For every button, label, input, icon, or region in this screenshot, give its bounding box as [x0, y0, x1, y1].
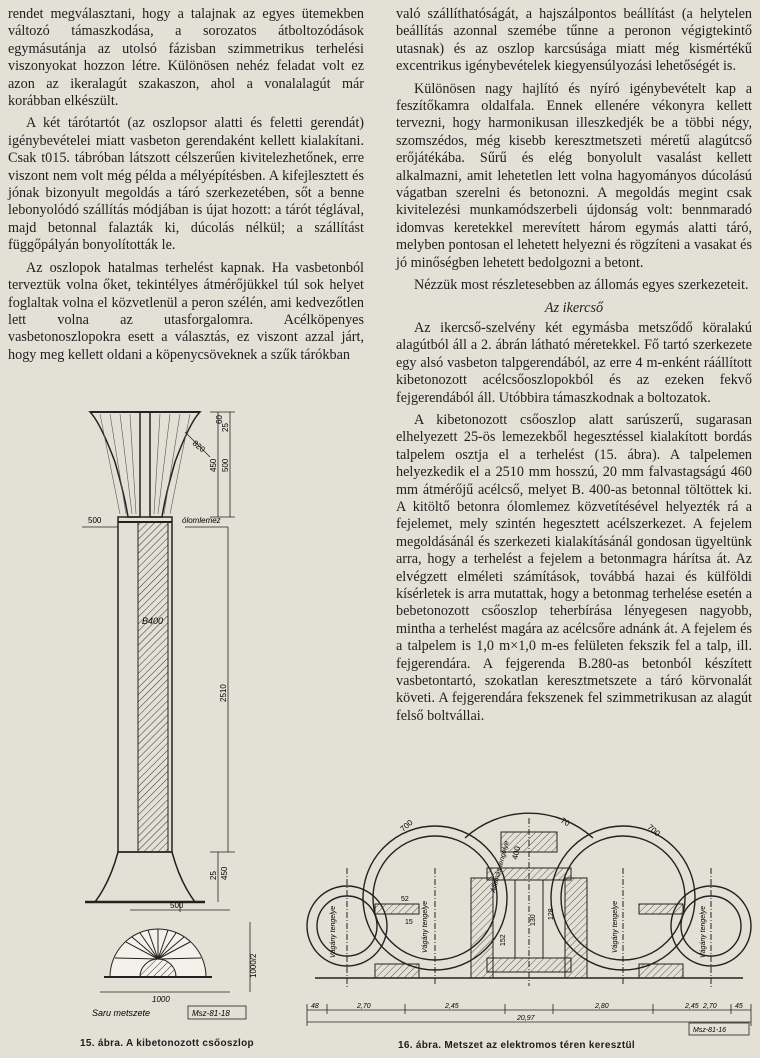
- column-head-left: [90, 412, 140, 517]
- dim-top-a: 60: [215, 415, 224, 424]
- paragraph: A kibetonozott csőoszlop alatt sarúszerű, sugarasan elhelyezett 25-ös lemezekből hegesztéssel kialakított bordás talpelem osztja el a terhelést (15. ábra). A talpelemen helyezkedik el a 2510 mm hosszú, 20 mm falvastagságú 460 mm átmérőjű acélcső, melyet B. 400-as betonnal töltöttek ki. A kitöltő betonra ólomlemez közvetítésével helyezték rá a fejelemet, mely szintén hegesztett acélszerkezet. A fejelem megoldásánál és szerkezeti kialakításánál gondosan ügyeltünk arra, hogy a terhelést a fejelem a betonmagra hárítsa át. Az elvégzett elméleti számítások, továbbá hazai és külföldi kísérletek is arra mutattak, hogy a betonmag terhelése esetén a bebetonozott csőoszlop teherbírása lényegesen nagyobb, mintha a terhelést magára az acélcsőre adnánk át. A fejelem és a talpelem is 1,0 m×1,0 m-es felületen fekszik fel a talp, ill. fejgerendára. A fejgerenda B.280-as betonból készített vasbetontartó, szokatlan keresztmetszete a táró körvonalát követi. A fejgerendára fekszenek fel szimmetrikusan az alagút felső boltvállai.: [396, 411, 752, 724]
- column-head-right: [150, 412, 200, 517]
- saru-metszete-label: Saru metszete: [92, 1008, 151, 1018]
- dim-left: 500: [88, 516, 102, 525]
- dim-48: 48: [311, 1003, 319, 1010]
- dim-top-b: 450: [209, 458, 218, 472]
- paragraph: Különösen nagy hajlító és nyíró igénybevételt kap a feszítőkamra oldalfala. Ennek ellenére vékonyra kellett tervezni, hogy harmonikusan illeszkedjék be a többi négy, szomszédos, még kisebb keresztmetszeti méretű alagútcső erőjátékába. Sűrű és elég bonyolult vasalást kellett alkalmazni, amit lehetetlen lett volna hagyományos dúcolású vágatban szerelni és betonozni. A megoldás megint csak kivitelezési munkamódszerbeli újdonság volt: bennmaradó idomvas keretekkel merevített három egymás alatti táró, melyben pontosan el lehetett helyezni és rögzíteni a vasakat és jó minőségben lehetett bedolgozni a betont.: [396, 80, 752, 271]
- figure-16-svg: [305, 808, 753, 1036]
- figure-15-svg: [70, 402, 290, 1022]
- dim-245a: 2,45: [445, 1003, 459, 1010]
- column-base: [95, 852, 195, 902]
- d52-label: 52: [401, 896, 409, 903]
- dim-diag: 820: [190, 438, 207, 455]
- vagany-tengelye-l1: Vágány tengelye: [330, 905, 337, 958]
- dim-base-full: 1000: [152, 995, 170, 1004]
- left-text-column: [8, 6, 364, 369]
- dim-height: 2510: [219, 684, 228, 702]
- dim-base-h: 1000/2: [249, 953, 258, 978]
- paragraph: Az oszlopok hatalmas terhelést kapnak. Ha vasbetonból terveztük volna őket, tekintélyes átmérőjükkel túl sok helyet foglaltak volna el közvetlenül a peron szélén, ami kedvezőtlen lett volna az utasforgalomra. Acélköpenyes vasbetonoszlopokra esett a választás, ez viszont azzal járt, hogy meg kellett oldani a köpenycsöveknek a szűk tárókban: [8, 259, 364, 363]
- d400-label: 400: [510, 845, 523, 861]
- dim-top-d: 25: [221, 423, 230, 432]
- drawing-number: Msz-81-18: [192, 1009, 230, 1018]
- vagany-tengelye-l2: Vágány tengelye: [422, 900, 429, 953]
- section-heading: Az ikercső: [544, 299, 604, 316]
- figure-16-tunnel-section: [305, 808, 753, 1036]
- d152-label: 152: [500, 934, 507, 946]
- right-text-column: [396, 6, 752, 730]
- r700-left-label: 700: [398, 818, 415, 834]
- r700-right-label: 700: [645, 822, 662, 839]
- dim-base-w: 500: [170, 901, 184, 910]
- vagany-tengelye-r1: Vágány tengelye: [612, 900, 619, 953]
- drawing-number: Msz-81-16: [693, 1027, 727, 1034]
- paragraph: való szállíthatóságát, a hajszálpontos beállítást (a helytelen beállítás azonnal szemébe tűnne a peronon végigtekintő utasnak) és az oszlop karcsúsága miatt még kismértékű excentrikus igénybevételek kiegyensúlyozási lehetőségét is.: [396, 6, 752, 75]
- figure-16-caption: 16. ábra. Metszet az elektromos téren keresztül: [398, 1040, 635, 1051]
- paragraph: Nézzük most részletesebben az állomás egyes szerkezeteit.: [414, 277, 749, 294]
- dim-top-c: 500: [221, 458, 230, 472]
- saru-section: [104, 929, 212, 977]
- d128-label: 128: [548, 908, 555, 920]
- dim-45: 45: [735, 1003, 743, 1010]
- dim-bottom-b: 450: [220, 866, 229, 880]
- d15-label: 15: [405, 919, 413, 926]
- dim-20-97: 20,97: [517, 1015, 535, 1022]
- dim-270a: 2,70: [357, 1003, 371, 1010]
- figure-15-column-drawing: [70, 402, 290, 1022]
- dim-245b: 2,45: [685, 1003, 699, 1010]
- dim-270b: 2,70: [703, 1003, 717, 1010]
- dim-bottom-a: 25: [209, 871, 218, 880]
- b400-label: B400: [142, 616, 164, 626]
- figure-15-caption: 15. ábra. A kibetonozott csőoszlop: [80, 1038, 254, 1049]
- dim-280: 2,80: [595, 1003, 609, 1010]
- allomas-tengelye-label: Állomás tengelye: [490, 840, 511, 894]
- d70-label: 70: [559, 815, 572, 829]
- paragraph: A két tárótartót (az oszlopsor alatti és feletti gerendát) igénybevételei miatt vasbeton gerendaként kellett kialakítani. Csak t015. tábróban látszott célszerűen kivitelezhetőnek, erre viszont nem volt még példa a mélyépítésben. A kifejlesztett és jónak bizonyult megoldás a táró szerkezetében, sőt a benne lebonyolódó szállítás módjában is újat hozott: a tárót téglával, majd betonnal falazták ki, dúcolás nélkül; a szállítást függőpályán bonyolították le.: [8, 115, 364, 254]
- d130-label: 130: [530, 914, 537, 926]
- paragraph: Az ikercső-szelvény két egymásba metsződő köralakú alagútból áll a 2. ábrán látható méretekkel. Fő tartó szerkezete egy alsó vasbeton talpgerendából, az erre 4 m-enként ráállított kibetonozott acélcsőoszlopokból és az ezeken fekvő fejgerendából áll. Utóbbira támaszkodnak a boltozatok.: [396, 319, 752, 406]
- paragraph: rendet megválasztani, hogy a talajnak az egyes ütemekben változó támaszkodása, a sorozatos átboltozódások egymásutánja az utolsó fázisban szimmetrikus terhelési viszonyokat hozzon létre. Különösen nehéz feladat volt ez azon az ikeralagút szakaszon, ahol a vonalalagút már korábban elkészült.: [8, 6, 364, 110]
- vagany-tengelye-r2: Vágány tengelye: [700, 905, 707, 958]
- olomlemez-label: ólomlemez: [182, 516, 221, 525]
